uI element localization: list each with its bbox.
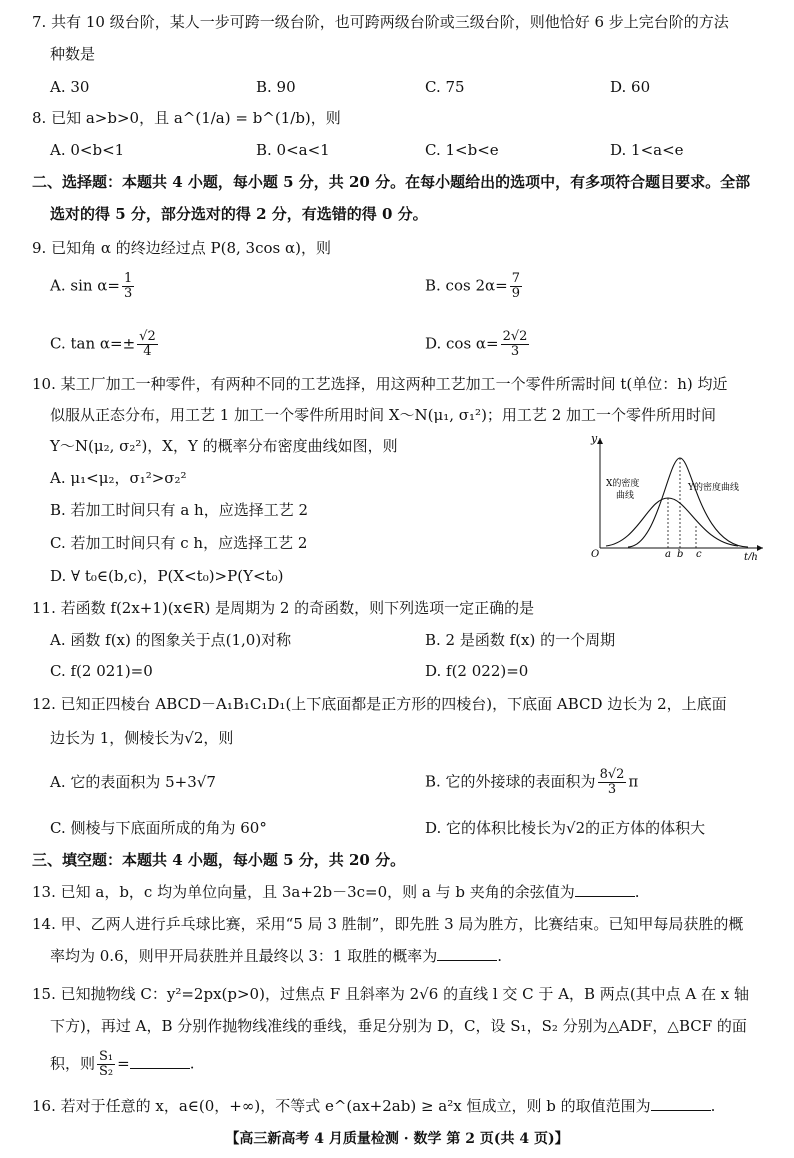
- x-axis-arrow-icon: [757, 545, 763, 551]
- q12-option-b-prefix: B. 它的外接球的表面积为: [425, 772, 596, 791]
- q12-option-b-fraction: [598, 768, 627, 797]
- x-axis-label: t/h: [744, 552, 758, 560]
- q9-option-a-den: 3: [124, 286, 133, 301]
- q8-option-a: A. 0<b<1: [50, 141, 125, 159]
- q9-option-c-prefix: C. tan α=±: [50, 334, 136, 353]
- q10-line2: 似服从正态分布，用工艺 1 加工一个零件所用时间 X～N(μ₁, σ₁²)；用工艺 2 加工一个零件所用时间: [50, 406, 717, 424]
- section2-heading-line1: 二、选择题：本题共 4 小题，每小题 5 分，共 20 分。在每小题给出的选项中，有多项符合题目要求。全部: [32, 173, 751, 191]
- x-curve-label-line2: 曲线: [616, 491, 635, 501]
- y-curve-label: Y的密度曲线: [688, 483, 739, 493]
- q15-den: S₂: [99, 1064, 114, 1079]
- q12-option-a: A. 它的表面积为 5+3√7: [50, 773, 216, 791]
- q9-option-b-den: 9: [511, 286, 520, 301]
- tick-a: a: [665, 549, 671, 560]
- q11-option-a: A. 函数 f(x) 的图象关于点(1,0)对称: [50, 631, 292, 649]
- section2-heading-line2: 选对的得 5 分，部分选对的得 2 分，有选错的得 0 分。: [50, 205, 428, 223]
- q7-option-a: A. 30: [50, 78, 90, 96]
- q15-fraction: [97, 1050, 115, 1079]
- q7-option-d: D. 60: [610, 78, 651, 96]
- page-footer: 【高三新高考 4 月质量检测 · 数学 第 2 页(共 4 页)】: [225, 1131, 569, 1147]
- q9-option-d-den: 3: [510, 344, 520, 359]
- q16-stem: 16. 若对于任意的 x，a∈(0，+∞)，不等式 e^(ax+2ab) ≥ a²x 恒成立，则 b 的取值范围为: [32, 1097, 651, 1115]
- q14-line1: 14. 甲、乙两人进行乒乓球比赛，采用“5 局 3 胜制”，即先胜 3 局为胜方，比赛结束。已知甲每局获胜的概: [32, 915, 744, 933]
- q9-option-b-prefix: B. cos 2α=: [425, 276, 508, 295]
- q9-option-b-num: 7: [511, 271, 520, 286]
- q16-text: 16. 若对于任意的 x，a∈(0，+∞)，不等式 e^(ax+2ab) ≥ a²x 恒成立，则 b 的取值范围为 .: [32, 1097, 716, 1115]
- q12-option-b-num: 8√2: [599, 767, 625, 782]
- q9-option-d: [425, 330, 531, 359]
- q11-option-c: C. f(2 021)=0: [50, 662, 153, 680]
- q9-option-d-fraction: [501, 330, 530, 359]
- q7-line2: 种数是: [50, 45, 96, 63]
- q14-line2: 率均为 0.6，则甲开局获胜并且最终以 3：1 取胜的概率为 .: [50, 947, 503, 965]
- y-density-curve: [628, 458, 748, 547]
- q10-line3: Y～N(μ₂, σ₂²)，X，Y 的概率分布密度曲线如图，则: [50, 437, 398, 455]
- x-density-curve: [606, 498, 738, 546]
- q13-text: 13. 已知 a，b，c 均为单位向量，且 3a+2b－3c=0，则 a 与 b 夹角的余弦值为 .: [32, 883, 640, 901]
- tick-b: b: [677, 549, 684, 560]
- y-axis-arrow-icon: [597, 438, 603, 444]
- q9-option-d-prefix: D. cos α=: [425, 334, 499, 353]
- q11-option-d: D. f(2 022)=0: [425, 662, 529, 680]
- q12-option-b: [425, 768, 638, 797]
- q11-stem: 11. 若函数 f(2x+1)(x∈R) 是周期为 2 的奇函数，则下列选项一定正确的是: [32, 599, 535, 617]
- q15-line3-suffix: =: [117, 1054, 130, 1073]
- q9-option-c-fraction: [137, 330, 158, 359]
- q9-stem: 9. 已知角 α 的终边经过点 P(8, 3cos α)，则: [32, 239, 331, 257]
- q12-option-c: C. 侧棱与下底面所成的角为 60°: [50, 819, 267, 837]
- q9-option-c-den: 4: [143, 344, 152, 359]
- q13-answer-blank[interactable]: [575, 882, 635, 897]
- q12-line2: 边长为 1，侧棱长为√2，则: [50, 729, 234, 747]
- tick-c: c: [696, 549, 702, 560]
- q10-option-a: A. μ₁<μ₂，σ₁²>σ₂²: [50, 469, 187, 487]
- q10-line1: 10. 某工厂加工一种零件，有两种不同的工艺选择，用这两种工艺加工一个零件所需时间 t(单位：h) 均近: [32, 375, 728, 393]
- q16-answer-blank[interactable]: [651, 1096, 711, 1111]
- q13-stem: 13. 已知 a，b，c 均为单位向量，且 3a+2b－3c=0，则 a 与 b 夹角的余弦值为: [32, 883, 575, 901]
- q8-stem: 8. 已知 a>b>0，且 a^(1/a) = b^(1/b)，则: [32, 109, 341, 127]
- q12-option-b-den: 3: [607, 782, 617, 797]
- q15-answer-blank[interactable]: [130, 1054, 190, 1069]
- q9-option-a: [50, 272, 136, 301]
- q9-option-d-num: 2√2: [502, 329, 528, 344]
- q9-option-a-prefix: A. sin α=: [50, 276, 120, 295]
- q12-line1: 12. 已知正四棱台 ABCD－A₁B₁C₁D₁(上下底面都是正方形的四棱台)，下底面 ABCD 边长为 2，上底面: [32, 695, 727, 713]
- q7-option-c: C. 75: [425, 78, 465, 96]
- q14-stem: 率均为 0.6，则甲开局获胜并且最终以 3：1 取胜的概率为: [50, 947, 438, 965]
- q10-density-figure: [588, 430, 768, 560]
- q10-option-b: B. 若加工时间只有 a h，应选择工艺 2: [50, 501, 309, 519]
- q15-line1: 15. 已知抛物线 C：y²=2px(p>0)，过焦点 F 且斜率为 2√6 的直线 l 交 C 于 A，B 两点(其中点 A 在 x 轴: [32, 985, 750, 1003]
- q10-option-c: C. 若加工时间只有 c h，应选择工艺 2: [50, 534, 308, 552]
- q8-option-b: B. 0<a<1: [256, 141, 330, 159]
- q8-option-d: D. 1<a<e: [610, 141, 684, 159]
- q9-option-c: [50, 330, 160, 359]
- q9-option-b-fraction: [510, 272, 522, 301]
- q9-option-b: [425, 272, 524, 301]
- q8-option-c: C. 1<b<e: [425, 141, 499, 159]
- q11-option-b: B. 2 是函数 f(x) 的一个周期: [425, 631, 616, 649]
- q15-line2: 下方)，再过 A，B 分别作抛物线准线的垂线，垂足分别为 D，C，设 S₁，S₂ 分别为△ADF，△BCF 的面: [50, 1017, 747, 1035]
- q7-option-b: B. 90: [256, 78, 296, 96]
- q10-option-d: D. ∀ t₀∈(b,c)，P(X<t₀)>P(Y<t₀): [50, 567, 284, 585]
- q14-answer-blank[interactable]: [437, 946, 497, 961]
- origin-label: O: [591, 549, 600, 560]
- q12-option-d: D. 它的体积比棱长为√2的正方体的体积大: [425, 819, 706, 837]
- x-curve-label-line1: X的密度: [606, 479, 640, 489]
- q12-option-b-suffix: π: [628, 772, 639, 791]
- q15-num: S₁: [99, 1049, 114, 1064]
- q7-line1: 7. 共有 10 级台阶，某人一步可跨一级台阶，也可跨两级台阶或三级台阶，则他恰好 6 步上完台阶的方法: [32, 13, 729, 31]
- q9-option-a-num: 1: [124, 271, 133, 286]
- y-axis-label: y: [591, 432, 598, 445]
- section3-heading: 三、填空题：本题共 4 小题，每小题 5 分，共 20 分。: [32, 851, 406, 869]
- q15-line3: 积，则 $\frac{\text{S₁}}{\text{S₂}}$ = .: [50, 1049, 195, 1079]
- q9-option-a-fraction: [122, 272, 134, 301]
- q9-option-c-num: √2: [139, 329, 156, 344]
- q15-line3-prefix: 积，则: [50, 1054, 96, 1073]
